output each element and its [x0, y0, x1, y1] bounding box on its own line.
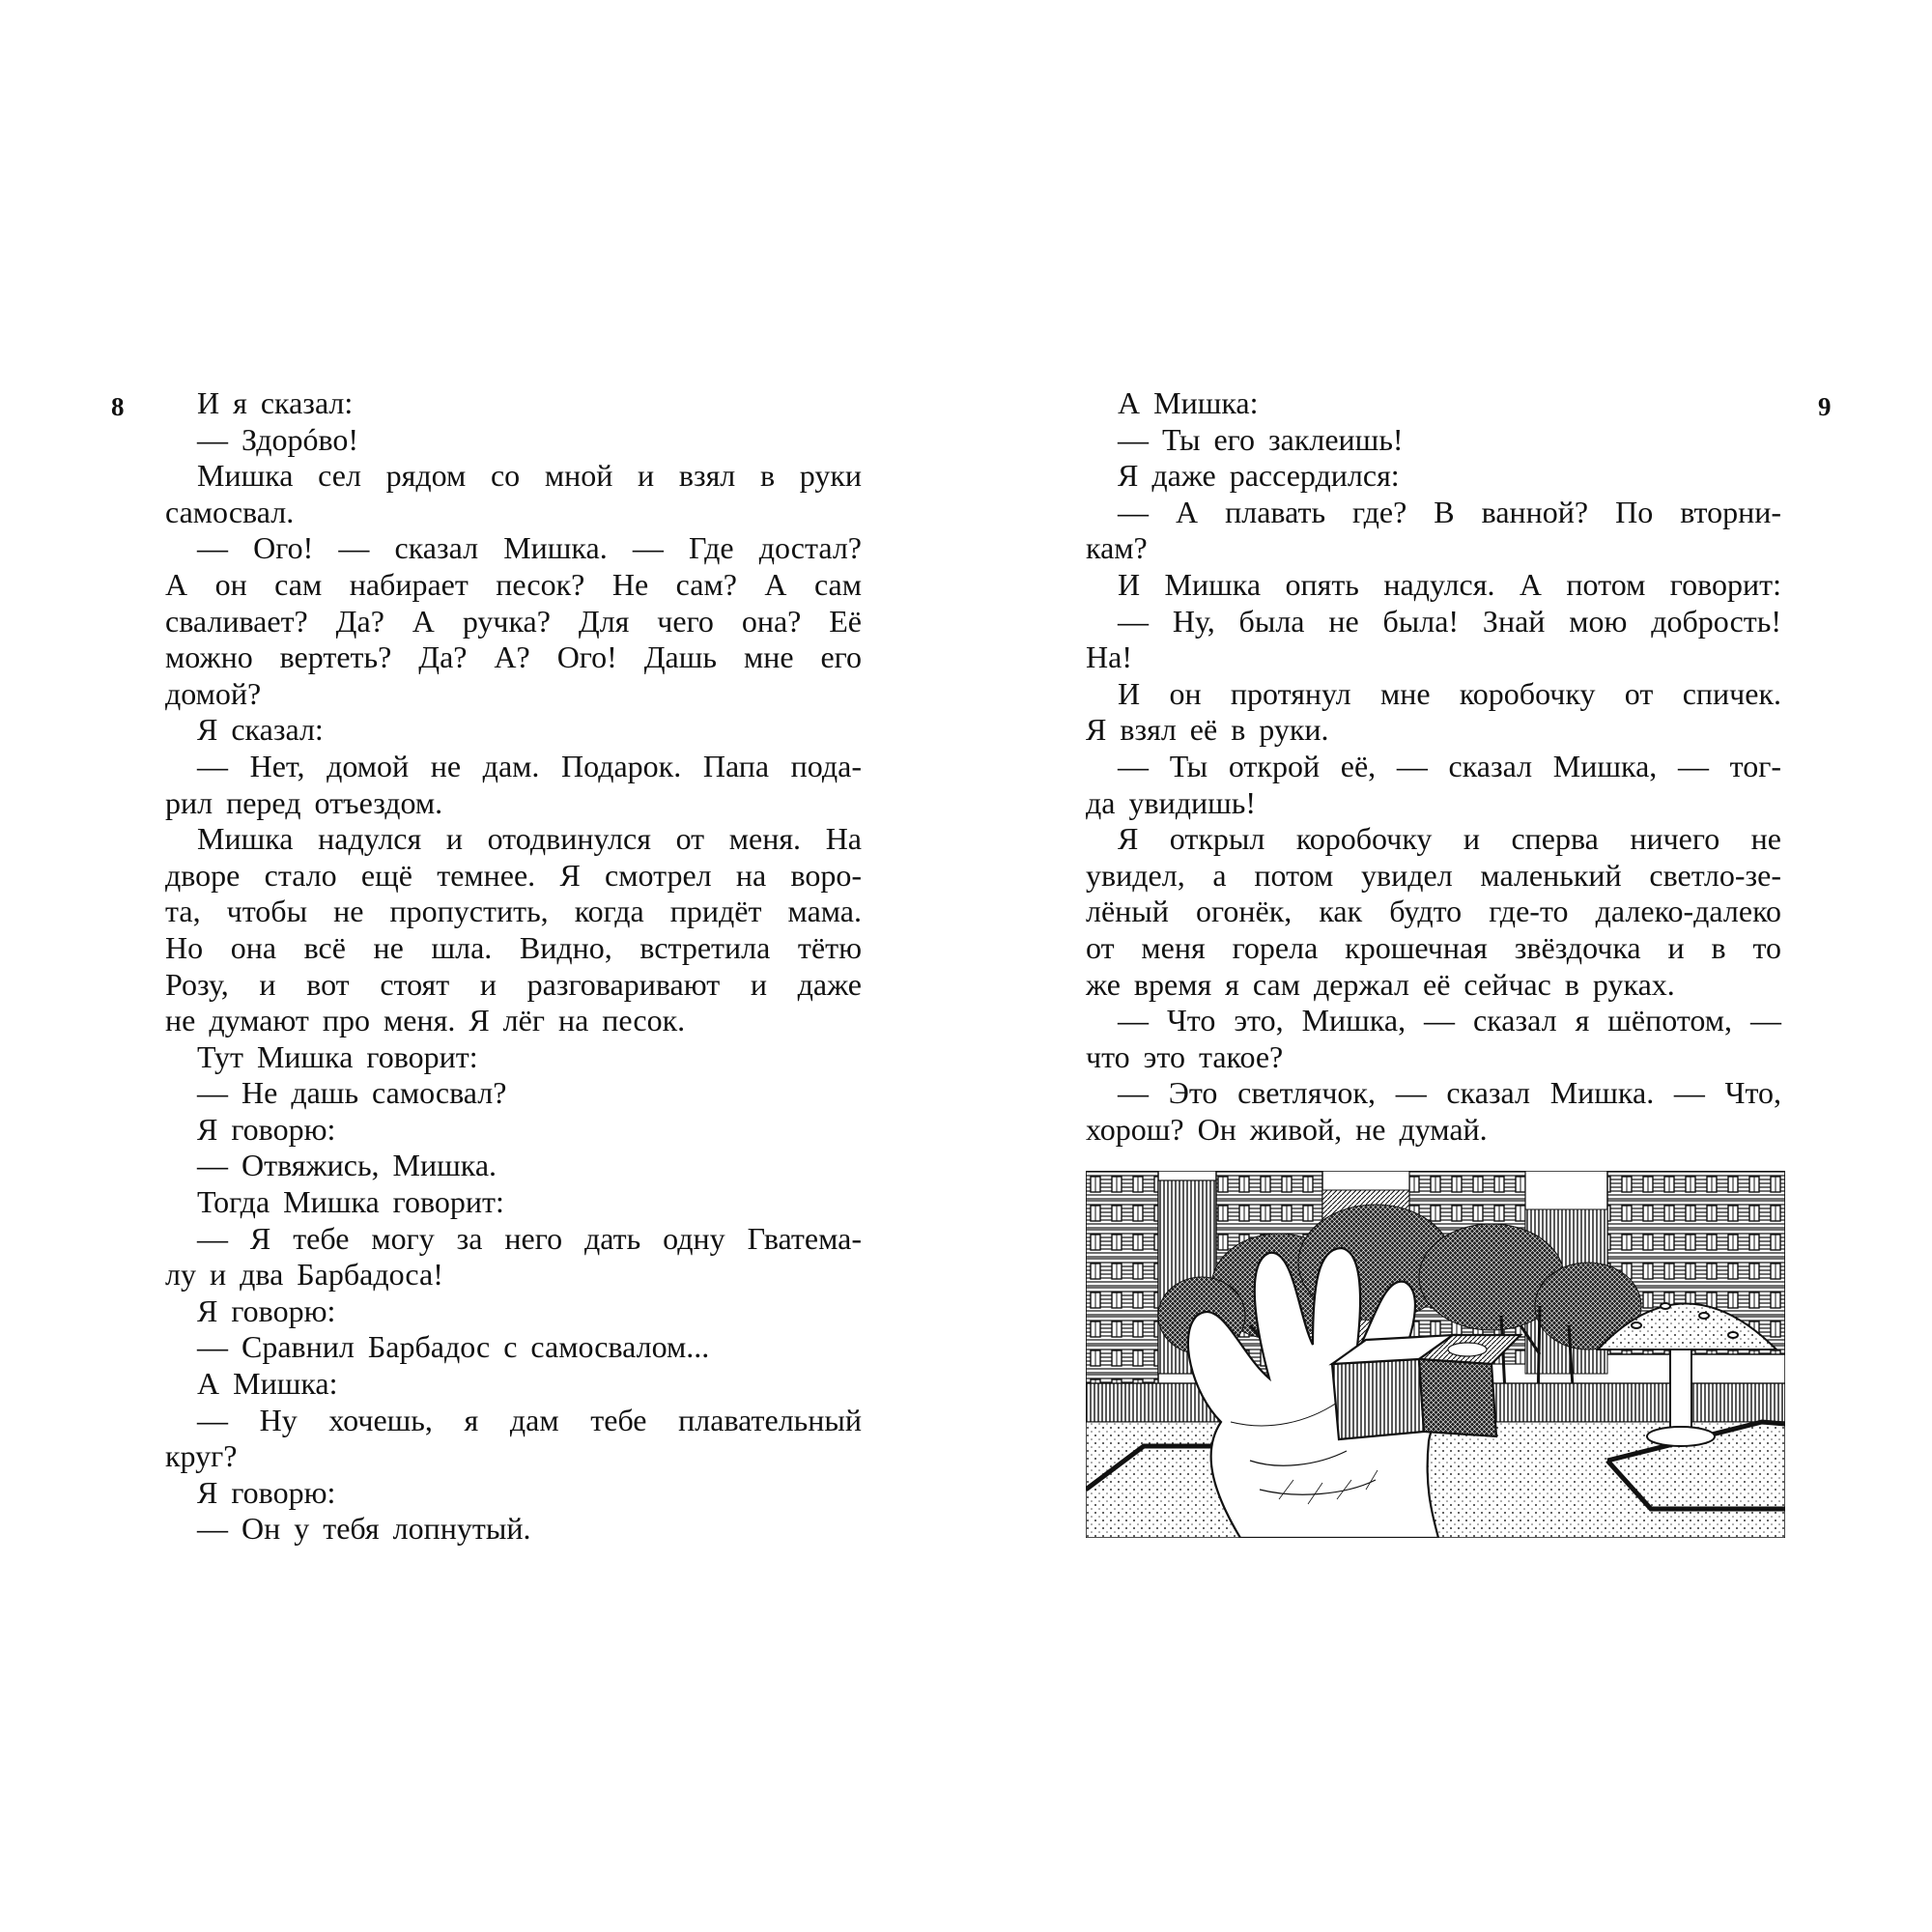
right-page-text-line: хорош? Он живой, не думай.: [1086, 1111, 1488, 1147]
right-page-text-line: что это такое?: [1086, 1038, 1284, 1074]
right-page-text-line: — Ну, была не была! Знай мою добрость!: [1118, 603, 1781, 639]
left-page-text-line: — Отвяжись, Мишка.: [197, 1148, 497, 1183]
left-page-text-line: — Здорóво!: [197, 421, 359, 457]
right-page-text-line: от меня горела крошечная звёздочка и в то: [1086, 929, 1781, 965]
left-page-text-line: круг?: [165, 1438, 238, 1474]
left-page-text-line: Я говорю:: [197, 1293, 336, 1328]
left-page-text-line: дворе стало ещё темнее. Я смотрел на воро-: [165, 857, 862, 893]
left-page-text-line: та, чтобы не пропустить, когда придёт мама.: [165, 894, 862, 929]
right-page-text-line: увидел, а потом увидел маленький светло-зе-: [1086, 857, 1781, 893]
left-page-text-line: Мишка надулся и отодвинулся от меня. На: [197, 821, 862, 857]
page-number-left: 8: [111, 392, 125, 421]
left-page-text-line: самосвал.: [165, 494, 295, 529]
right-page-text-line: На!: [1086, 639, 1132, 675]
left-page-text-line: — Я тебе могу за него дать одну Гватема-: [197, 1220, 862, 1256]
left-page-text-line: Мишка сел рядом со мной и взял в руки: [197, 458, 862, 494]
right-page-text-line: Я даже рассердился:: [1118, 458, 1400, 494]
left-page-text-line: можно вертеть? Да? А? Ого! Дашь мне его: [165, 639, 862, 675]
right-page-text-line: И он протянул мне коробочку от спичек.: [1118, 675, 1781, 711]
right-page-text-line: — Это светлячок, — сказал Мишка. — Что,: [1118, 1075, 1781, 1111]
left-page-text-line: — Он у тебя лопнутый.: [197, 1511, 531, 1547]
right-page-text-line: лёный огонёк, как будто где-то далеко-далеко: [1086, 894, 1781, 929]
right-page-text-line: Я открыл коробочку и сперва ничего не: [1118, 821, 1781, 857]
left-page-text: [165, 385, 862, 1548]
left-page-text-line: Я говорю:: [197, 1111, 336, 1147]
right-page-text-line: Я взял её в руки.: [1086, 712, 1329, 748]
left-page-text-line: Но она всё не шла. Видно, встретила тётю: [165, 929, 862, 965]
left-page-text-line: лу и два Барбадоса!: [165, 1257, 443, 1293]
left-page-text-line: — Сравнил Барбадос с самосвалом...: [197, 1329, 710, 1365]
left-page-text-line: — Нет, домой не дам. Подарок. Папа пода-: [197, 748, 862, 783]
left-page-text-line: — Ого! — сказал Мишка. — Где достал?: [197, 530, 862, 566]
page-number-right: 9: [1818, 392, 1832, 421]
matchbox: [1332, 1335, 1520, 1439]
left-page-text-line: домой?: [165, 675, 262, 711]
right-page-text-line: — Ты открой её, — сказал Мишка, — тог-: [1118, 748, 1781, 783]
left-page-text-line: А Мишка:: [197, 1366, 338, 1402]
left-page-text-line: А он сам набирает песок? Не сам? А сам: [165, 566, 862, 602]
left-page-text-line: Я говорю:: [197, 1474, 336, 1510]
left-page-text-line: Розу, и вот стоят и разговаривают и даже: [165, 966, 862, 1002]
right-page-text-line: И Мишка опять надулся. А потом говорит:: [1118, 566, 1781, 602]
right-page-text: [1086, 385, 1781, 1148]
left-page-text-line: сваливает? Да? А ручка? Для чего она? Её: [165, 603, 862, 639]
left-page-text-line: рил перед отъездом.: [165, 784, 443, 820]
left-page-text-line: И я сказал:: [197, 385, 354, 420]
right-page-text-line: кам?: [1086, 530, 1148, 566]
right-page-text-line: — Ты его заклеишь!: [1118, 421, 1404, 457]
left-page-text-line: — Ну хочешь, я дам тебе плавательный: [197, 1402, 862, 1437]
left-page-text-line: Тогда Мишка говорит:: [197, 1184, 504, 1220]
illustration-hand-matchbox: [1086, 1171, 1785, 1538]
right-page-text-line: — А плавать где? В ванной? По вторни-: [1118, 494, 1781, 529]
left-page-text-line: Тут Мишка говорит:: [197, 1038, 478, 1074]
right-page-text-line: А Мишка:: [1118, 385, 1259, 420]
left-page-text-line: не думают про меня. Я лёг на песок.: [165, 1003, 686, 1038]
right-page-text-line: — Что это, Мишка, — сказал я шёпотом, —: [1118, 1003, 1781, 1038]
left-page-text-line: Я сказал:: [197, 712, 324, 748]
left-page-text-line: — Не дашь самосвал?: [197, 1075, 507, 1111]
right-page-text-line: же время я сам держал её сейчас в руках.: [1086, 966, 1675, 1002]
right-page-text-line: да увидишь!: [1086, 784, 1257, 820]
